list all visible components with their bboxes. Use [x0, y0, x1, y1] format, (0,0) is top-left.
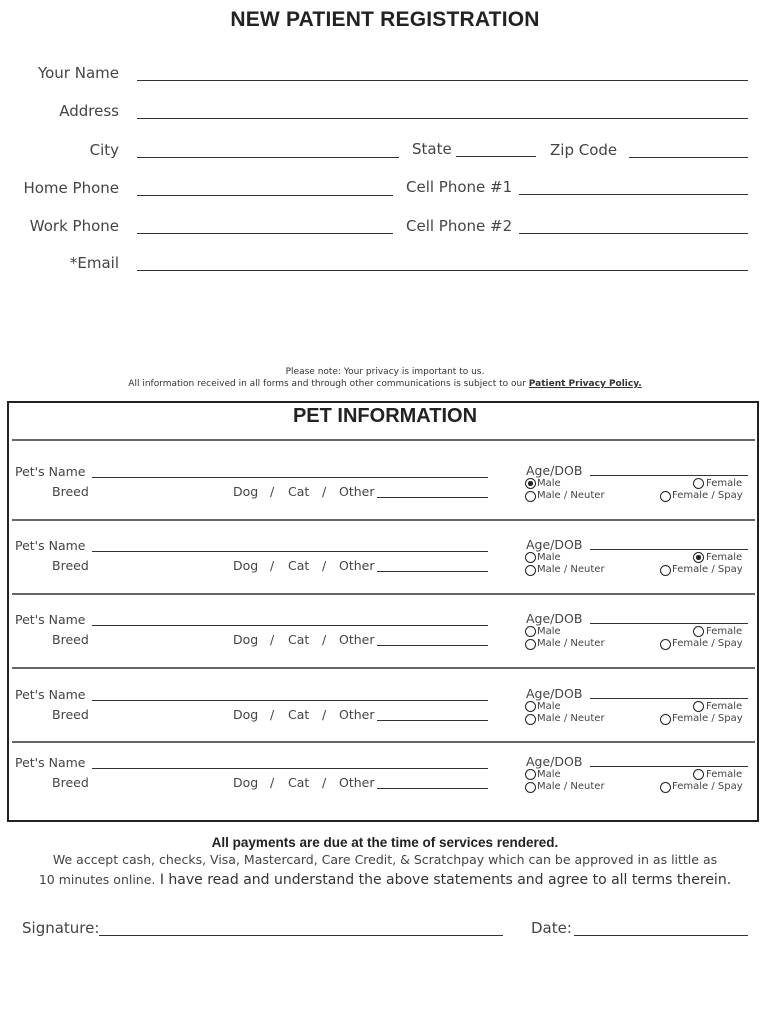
female-label: Female	[706, 626, 743, 637]
slash-separator: /	[322, 632, 327, 647]
pet-name-label: Pet's Name	[15, 755, 86, 770]
other-option[interactable]: Other	[339, 707, 375, 722]
pet-section-title: PET INFORMATION	[292, 405, 478, 427]
dog-option[interactable]: Dog	[233, 707, 259, 722]
female-radio[interactable]	[693, 552, 704, 563]
form-title: NEW PATIENT REGISTRATION	[230, 8, 540, 31]
male-radio[interactable]	[525, 701, 536, 712]
work-phone-field[interactable]	[137, 233, 393, 234]
pet-title-divider	[12, 439, 755, 441]
your-name-field[interactable]	[137, 80, 748, 81]
pet-name-field[interactable]	[92, 700, 488, 701]
other-option[interactable]: Other	[339, 632, 375, 647]
pet-information-box	[7, 401, 759, 822]
male-label: Male	[537, 626, 561, 637]
age-dob-label: Age/DOB	[526, 537, 583, 552]
slash-separator: /	[322, 775, 327, 790]
female-spay-label: Female / Spay	[672, 781, 743, 792]
female-label: Female	[706, 552, 743, 563]
other-breed-field[interactable]	[377, 645, 488, 646]
pet-name-label: Pet's Name	[15, 612, 86, 627]
privacy-statement-text: All information received in all forms and through other communications is subject to our	[128, 379, 526, 389]
pet-name-label: Pet's Name	[15, 687, 86, 702]
male-radio[interactable]	[525, 478, 536, 489]
slash-separator: /	[270, 484, 275, 499]
male-neuter-label: Male / Neuter	[537, 781, 605, 792]
cell-phone-1-field[interactable]	[519, 194, 748, 195]
breed-label: Breed	[52, 632, 89, 647]
cell-phone-1-label: Cell Phone #1	[406, 178, 513, 196]
female-spay-radio[interactable]	[660, 565, 671, 576]
state-field[interactable]	[456, 156, 536, 157]
pet-divider	[12, 519, 755, 521]
home-phone-label: Home Phone	[23, 179, 119, 197]
other-breed-field[interactable]	[377, 571, 488, 572]
male-label: Male	[537, 701, 561, 712]
pet-name-field[interactable]	[92, 625, 488, 626]
cat-option[interactable]: Cat	[288, 707, 310, 722]
female-spay-label: Female / Spay	[672, 713, 743, 724]
pet-name-field[interactable]	[92, 551, 488, 552]
dog-option[interactable]: Dog	[233, 632, 259, 647]
male-label: Male	[537, 478, 561, 489]
slash-separator: /	[322, 484, 327, 499]
age-dob-field[interactable]	[590, 623, 748, 624]
male-radio[interactable]	[525, 552, 536, 563]
cat-option[interactable]: Cat	[288, 632, 310, 647]
email-label: *Email	[69, 254, 119, 272]
age-dob-field[interactable]	[590, 698, 748, 699]
date-label: Date:	[531, 919, 572, 937]
slash-separator: /	[270, 775, 275, 790]
pet-divider	[12, 593, 755, 595]
male-neuter-radio[interactable]	[525, 782, 536, 793]
male-label: Male	[537, 552, 561, 563]
other-option[interactable]: Other	[339, 484, 375, 499]
cat-option[interactable]: Cat	[288, 558, 310, 573]
slash-separator: /	[322, 558, 327, 573]
dog-option[interactable]: Dog	[233, 558, 259, 573]
male-neuter-radio[interactable]	[525, 714, 536, 725]
female-label: Female	[706, 478, 743, 489]
female-label: Female	[706, 769, 743, 780]
your-name-label: Your Name	[37, 64, 119, 82]
female-spay-label: Female / Spay	[672, 638, 743, 649]
female-spay-label: Female / Spay	[672, 564, 743, 575]
work-phone-label: Work Phone	[29, 217, 119, 235]
male-neuter-label: Male / Neuter	[537, 713, 605, 724]
slash-separator: /	[322, 707, 327, 722]
age-dob-label: Age/DOB	[526, 463, 583, 478]
slash-separator: /	[270, 707, 275, 722]
breed-label: Breed	[52, 775, 89, 790]
other-breed-field[interactable]	[377, 788, 488, 789]
breed-label: Breed	[52, 484, 89, 499]
pet-divider	[12, 741, 755, 743]
breed-label: Breed	[52, 558, 89, 573]
city-label: City	[89, 141, 119, 159]
female-spay-radio[interactable]	[660, 714, 671, 725]
pet-name-field[interactable]	[92, 477, 488, 478]
other-breed-field[interactable]	[377, 497, 488, 498]
dog-option[interactable]: Dog	[233, 775, 259, 790]
pet-name-label: Pet's Name	[15, 538, 86, 553]
agreement-text: I have read and understand the above statements and agree to all terms therein.	[155, 872, 732, 888]
other-option[interactable]: Other	[339, 775, 375, 790]
age-dob-label: Age/DOB	[526, 686, 583, 701]
address-label: Address	[59, 102, 119, 120]
slash-separator: /	[270, 632, 275, 647]
zip-label: Zip Code	[550, 141, 618, 159]
female-spay-label: Female / Spay	[672, 490, 743, 501]
female-label: Female	[706, 701, 743, 712]
female-radio[interactable]	[693, 769, 704, 780]
cell-phone-2-field[interactable]	[519, 233, 748, 234]
dog-option[interactable]: Dog	[233, 484, 259, 499]
privacy-policy-link[interactable]: Patient Privacy Policy.	[528, 379, 642, 389]
pet-name-field[interactable]	[92, 768, 488, 769]
breed-label: Breed	[52, 707, 89, 722]
male-label: Male	[537, 769, 561, 780]
city-field[interactable]	[137, 157, 399, 158]
age-dob-label: Age/DOB	[526, 611, 583, 626]
pet-name-label: Pet's Name	[15, 464, 86, 479]
age-dob-field[interactable]	[590, 475, 748, 476]
age-dob-field[interactable]	[590, 766, 748, 767]
cat-option[interactable]: Cat	[288, 484, 310, 499]
signature-field[interactable]	[99, 935, 503, 936]
pet-divider	[12, 667, 755, 669]
privacy-statement	[0, 379, 770, 389]
female-spay-radio[interactable]	[660, 639, 671, 650]
other-option[interactable]: Other	[339, 558, 375, 573]
female-radio[interactable]	[693, 701, 704, 712]
zip-field[interactable]	[629, 157, 748, 158]
age-dob-label: Age/DOB	[526, 754, 583, 769]
cell-phone-2-label: Cell Phone #2	[406, 217, 513, 235]
payment-methods: We accept cash, checks, Visa, Mastercard, Care Credit, & Scratchpay which can be approved in as little as	[52, 852, 718, 867]
signature-label: Signature:	[22, 919, 100, 937]
male-neuter-radio[interactable]	[525, 491, 536, 502]
male-neuter-radio[interactable]	[525, 565, 536, 576]
male-neuter-label: Male / Neuter	[537, 564, 605, 575]
male-neuter-label: Male / Neuter	[537, 490, 605, 501]
payment-due-notice: All payments are due at the time of services rendered.	[211, 835, 559, 850]
cat-option[interactable]: Cat	[288, 775, 310, 790]
other-breed-field[interactable]	[377, 720, 488, 721]
home-phone-field[interactable]	[137, 195, 393, 196]
email-field[interactable]	[137, 270, 748, 271]
address-field[interactable]	[137, 118, 748, 119]
male-radio[interactable]	[525, 626, 536, 637]
female-spay-radio[interactable]	[660, 782, 671, 793]
age-dob-field[interactable]	[590, 549, 748, 550]
privacy-note: Please note: Your privacy is important to us.	[285, 367, 485, 377]
male-neuter-radio[interactable]	[525, 639, 536, 650]
state-label: State	[412, 140, 452, 158]
female-spay-radio[interactable]	[660, 491, 671, 502]
approval-time: 10 minutes online.	[38, 872, 156, 887]
agreement-statement	[0, 869, 770, 888]
male-radio[interactable]	[525, 769, 536, 780]
male-neuter-label: Male / Neuter	[537, 638, 605, 649]
date-field[interactable]	[574, 935, 748, 936]
female-radio[interactable]	[693, 478, 704, 489]
slash-separator: /	[270, 558, 275, 573]
female-radio[interactable]	[693, 626, 704, 637]
